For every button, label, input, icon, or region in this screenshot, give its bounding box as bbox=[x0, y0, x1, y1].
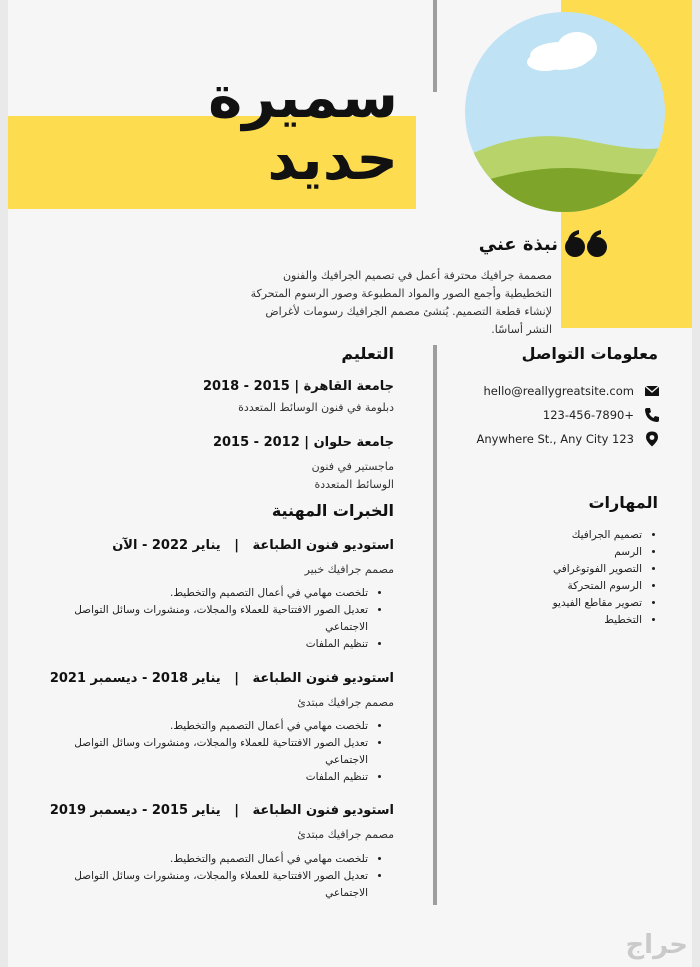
contact-phone[interactable]: +123-456-7890 bbox=[542, 408, 634, 422]
job-bullet: • تنظيم الملفات bbox=[48, 769, 368, 786]
skill-item: • تصميم الجرافيك bbox=[458, 527, 642, 544]
contact-title: معلومات التواصل bbox=[521, 344, 658, 363]
education-heading: جامعة القاهرة | 2015 - 2018 bbox=[202, 379, 394, 394]
job-bullet: • تلخصت مهامي في أعمال التصميم والتخطيط. bbox=[48, 851, 368, 868]
contact-phone-row bbox=[460, 403, 660, 427]
top-divider bbox=[433, 0, 437, 92]
job-bullets bbox=[48, 585, 384, 653]
last-name: حديد bbox=[267, 125, 398, 193]
skills-list bbox=[458, 527, 658, 629]
contact-email[interactable]: hello@reallygreatsite.com bbox=[483, 384, 634, 398]
contact-list bbox=[460, 379, 660, 451]
quote-icon bbox=[564, 228, 608, 260]
education-detail: ماجستير في فنون الوسائط المتعددة bbox=[311, 460, 394, 491]
job-role: مصمم جرافيك خبير bbox=[304, 563, 394, 576]
job-bullet: • تلخصت مهامي في أعمال التصميم والتخطيط. bbox=[48, 718, 368, 735]
job-bullet: • تلخصت مهامي في أعمال التصميم والتخطيط. bbox=[48, 585, 368, 602]
contact-email-row bbox=[460, 379, 660, 403]
job-heading: استوديو فنون الطباعة | يناير 2018 - ديسمبر 2021 bbox=[49, 671, 394, 686]
job-bullets bbox=[48, 718, 384, 786]
job-bullet: • تنظيم الملفات bbox=[48, 636, 368, 653]
job-bullet: • تعديل الصور الافتتاحية للعملاء والمجلات، ومنشورات وسائل التواصل الاجتماعي bbox=[48, 735, 368, 769]
resume-page bbox=[8, 0, 692, 967]
location-pin-icon bbox=[644, 431, 660, 447]
job-heading: استوديو فنون الطباعة | يناير 2022 - الآن bbox=[112, 538, 394, 553]
about-title-row bbox=[448, 226, 608, 262]
phone-icon bbox=[644, 407, 660, 423]
skill-item: • تصوير مقاطع الفيديو bbox=[458, 595, 642, 612]
education-heading: جامعة حلوان | 2012 - 2015 bbox=[212, 435, 394, 450]
skill-item: • التخطيط bbox=[458, 612, 642, 629]
profile-photo bbox=[465, 12, 665, 212]
column-divider bbox=[433, 345, 437, 905]
skills-title: المهارات bbox=[588, 493, 658, 512]
about-text: مصممة جرافيك محترفة أعمل في تصميم الجرافيك والفنون التخطيطية وأجمع الصور والمواد المطبوعة وصور الرسوم المتحركة لإنشاء قطعة التصميم. يُنشئ مصمم الجرافيك رسومات لأغراض النشر أساسًا. bbox=[250, 269, 552, 336]
landscape-icon bbox=[465, 12, 665, 212]
job-heading: استوديو فنون الطباعة | يناير 2015 - ديسمبر 2019 bbox=[49, 803, 394, 818]
email-icon bbox=[644, 383, 660, 399]
education-title: التعليم bbox=[341, 344, 394, 363]
job-role: مصمم جرافيك مبتدئ bbox=[297, 696, 394, 709]
job-bullets bbox=[48, 851, 384, 902]
watermark: حراج bbox=[625, 930, 688, 960]
job-bullet: • تعديل الصور الافتتاحية للعملاء والمجلات، ومنشورات وسائل التواصل الاجتماعي bbox=[48, 602, 368, 636]
job-role: مصمم جرافيك مبتدئ bbox=[297, 828, 394, 841]
first-name: سميرة bbox=[208, 63, 398, 131]
education-detail: دبلومة في فنون الوسائط المتعددة bbox=[238, 401, 394, 414]
contact-address: 123 Anywhere St., Any City bbox=[476, 432, 634, 446]
experience-title: الخبرات المهنية bbox=[271, 501, 394, 520]
skill-item: • التصوير الفوتوغرافي bbox=[458, 561, 642, 578]
skill-item: • الرسوم المتحركة bbox=[458, 578, 642, 595]
job-bullet: • تعديل الصور الافتتاحية للعملاء والمجلات، ومنشورات وسائل التواصل الاجتماعي bbox=[48, 868, 368, 902]
contact-address-row bbox=[460, 427, 660, 451]
skill-item: • الرسم bbox=[458, 544, 642, 561]
about-title: نبذة عني bbox=[478, 233, 558, 255]
